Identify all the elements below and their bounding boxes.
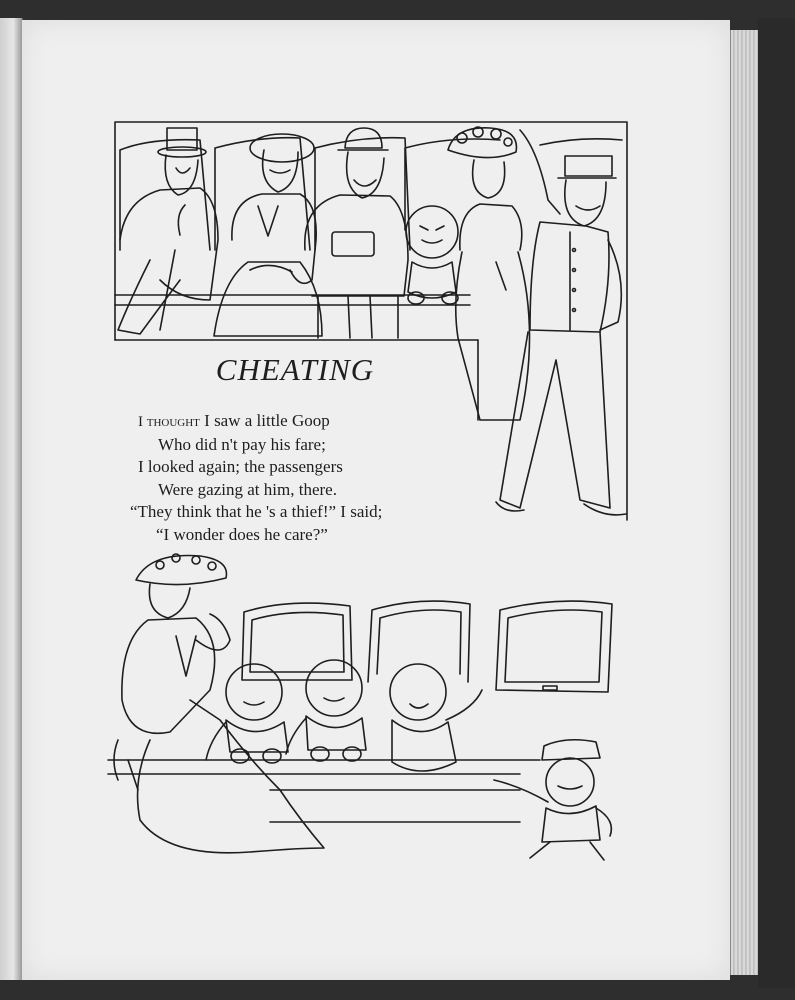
page-title: CHEATING [215, 352, 375, 387]
poem-line [130, 479, 480, 502]
goop-left [206, 664, 288, 763]
goop-on-bench [406, 206, 458, 304]
conductor-goop [494, 740, 611, 860]
top-hat-man [118, 128, 218, 334]
poem-line [130, 410, 480, 434]
poem-line-text: “I wonder does he care?” [156, 524, 328, 544]
poem [130, 410, 480, 546]
bowler-man [305, 128, 408, 338]
poem-line-text: Who did n't pay his fare; [158, 434, 326, 454]
poem-line [130, 524, 480, 547]
seated-lady [122, 554, 324, 853]
goop-middle [286, 660, 366, 761]
poem-line [130, 501, 480, 524]
flower-hat-woman [448, 127, 530, 420]
poem-line-text: I looked again; the passengers [138, 457, 343, 476]
poem-line-text: I saw a little Goop [199, 411, 330, 430]
illustration-bottom [108, 554, 612, 860]
poem-line-lead: I thought [138, 414, 200, 430]
poem-line [130, 456, 480, 479]
poem-line [130, 434, 480, 457]
poem-line-text: Were gazing at him, there. [158, 479, 337, 499]
conductor [496, 130, 626, 515]
poem-line-text: “They think that he 's a thief!” I said; [130, 502, 383, 521]
